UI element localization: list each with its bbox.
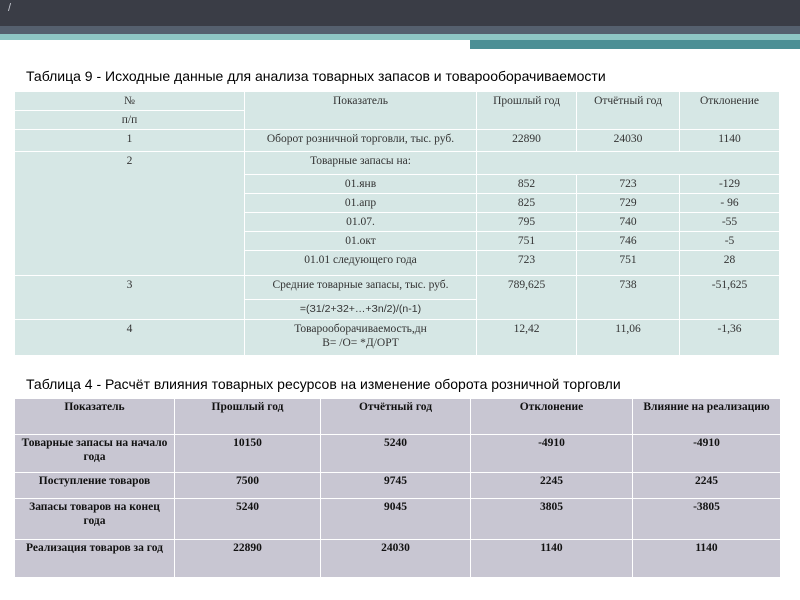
row-prev: 825 xyxy=(477,194,577,213)
header-indicator: Показатель xyxy=(245,92,477,130)
row-influence: 1140 xyxy=(633,540,781,578)
table-row xyxy=(15,320,780,356)
row-name: 01.01 следующего года xyxy=(245,251,477,276)
teal-band-dark xyxy=(470,40,800,49)
row-name: Товарные запасы на: xyxy=(245,152,477,175)
row-curr: 723 xyxy=(577,175,680,194)
header-num-sub: п/п xyxy=(15,111,245,130)
header-prev: Прошлый год xyxy=(477,92,577,130)
row-prev: 12,42 xyxy=(477,320,577,356)
row-name: Товарные запасы на начало года xyxy=(15,435,175,473)
row-prev: 751 xyxy=(477,232,577,251)
header-dev: Отклонение xyxy=(680,92,780,130)
row-num: 4 xyxy=(15,320,245,356)
row-dev: -4910 xyxy=(471,435,633,473)
row-num: 2 xyxy=(15,152,245,276)
row-dev: 1140 xyxy=(680,130,780,152)
row-dev: -55 xyxy=(680,213,780,232)
row-curr: 11,06 xyxy=(577,320,680,356)
row-dev: -1,36 xyxy=(680,320,780,356)
row-curr: 24030 xyxy=(577,130,680,152)
header-stripe xyxy=(0,26,800,34)
row-name xyxy=(245,320,477,356)
header-curr: Отчётный год xyxy=(577,92,680,130)
table9 xyxy=(14,91,780,356)
row-curr: 24030 xyxy=(321,540,471,578)
row-dev: 1140 xyxy=(471,540,633,578)
row-dev: - 96 xyxy=(680,194,780,213)
table-row xyxy=(15,540,781,578)
table-row xyxy=(15,130,780,152)
row-formula: =(З1/2+З2+…+Зn/2)/(n-1) xyxy=(245,300,477,320)
row-empty xyxy=(477,152,780,175)
row-influence: 2245 xyxy=(633,473,781,499)
row-prev: 852 xyxy=(477,175,577,194)
row-num: 3 xyxy=(15,276,245,320)
table-row xyxy=(15,152,780,175)
row-name-text: Товарооборачиваемость,дн xyxy=(294,323,427,335)
table4-header-row xyxy=(15,399,781,435)
row-prev: 10150 xyxy=(175,435,321,473)
header-num: № xyxy=(15,92,245,111)
row-dev: 3805 xyxy=(471,499,633,540)
row-dev: 2245 xyxy=(471,473,633,499)
row-dev: 28 xyxy=(680,251,780,276)
row-name: 01.окт xyxy=(245,232,477,251)
row-influence: -3805 xyxy=(633,499,781,540)
table-row xyxy=(15,435,781,473)
row-curr: 9045 xyxy=(321,499,471,540)
row-name: Поступление товаров xyxy=(15,473,175,499)
row-dev: -51,625 xyxy=(680,276,780,320)
row-curr: 729 xyxy=(577,194,680,213)
row-prev: 22890 xyxy=(477,130,577,152)
row-curr: 9745 xyxy=(321,473,471,499)
row-prev: 795 xyxy=(477,213,577,232)
row-prev: 22890 xyxy=(175,540,321,578)
header-influence: Влияние на реализацию xyxy=(633,399,781,435)
row-curr: 740 xyxy=(577,213,680,232)
row-prev: 7500 xyxy=(175,473,321,499)
row-curr: 746 xyxy=(577,232,680,251)
row-dev: -129 xyxy=(680,175,780,194)
row-prev: 723 xyxy=(477,251,577,276)
table9-caption: Таблица 9 - Исходные данные для анализа товарных запасов и товарооборачиваемости xyxy=(26,68,606,84)
header-dev: Отклонение xyxy=(471,399,633,435)
slide-mark: / xyxy=(8,2,12,14)
slide-header-bar xyxy=(0,0,800,26)
row-name: Оборот розничной торговли, тыс. руб. xyxy=(245,130,477,152)
header-curr: Отчётный год xyxy=(321,399,471,435)
row-name: 01.07. xyxy=(245,213,477,232)
row-prev: 789,625 xyxy=(477,276,577,320)
row-curr: 5240 xyxy=(321,435,471,473)
row-dev: -5 xyxy=(680,232,780,251)
row-prev: 5240 xyxy=(175,499,321,540)
table9-header-row xyxy=(15,92,780,111)
table-row xyxy=(15,499,781,540)
row-name: 01.янв xyxy=(245,175,477,194)
row-curr: 738 xyxy=(577,276,680,320)
row-name: Средние товарные запасы, тыс. руб. xyxy=(245,276,477,300)
row-name: Реализация товаров за год xyxy=(15,540,175,578)
row-name: Запасы товаров на конец года xyxy=(15,499,175,540)
row-curr: 751 xyxy=(577,251,680,276)
table4-caption: Таблица 4 - Расчёт влияния товарных ресурсов на изменение оборота розничной торговли xyxy=(26,376,621,392)
header-prev: Прошлый год xyxy=(175,399,321,435)
header-indicator: Показатель xyxy=(15,399,175,435)
table4 xyxy=(14,398,781,578)
table-row xyxy=(15,473,781,499)
row-num: 1 xyxy=(15,130,245,152)
teal-arrow xyxy=(450,34,470,40)
row-name: 01.апр xyxy=(245,194,477,213)
row-influence: -4910 xyxy=(633,435,781,473)
table-row xyxy=(15,276,780,300)
row-formula: В= /О= *Д/ОРТ xyxy=(322,337,399,349)
